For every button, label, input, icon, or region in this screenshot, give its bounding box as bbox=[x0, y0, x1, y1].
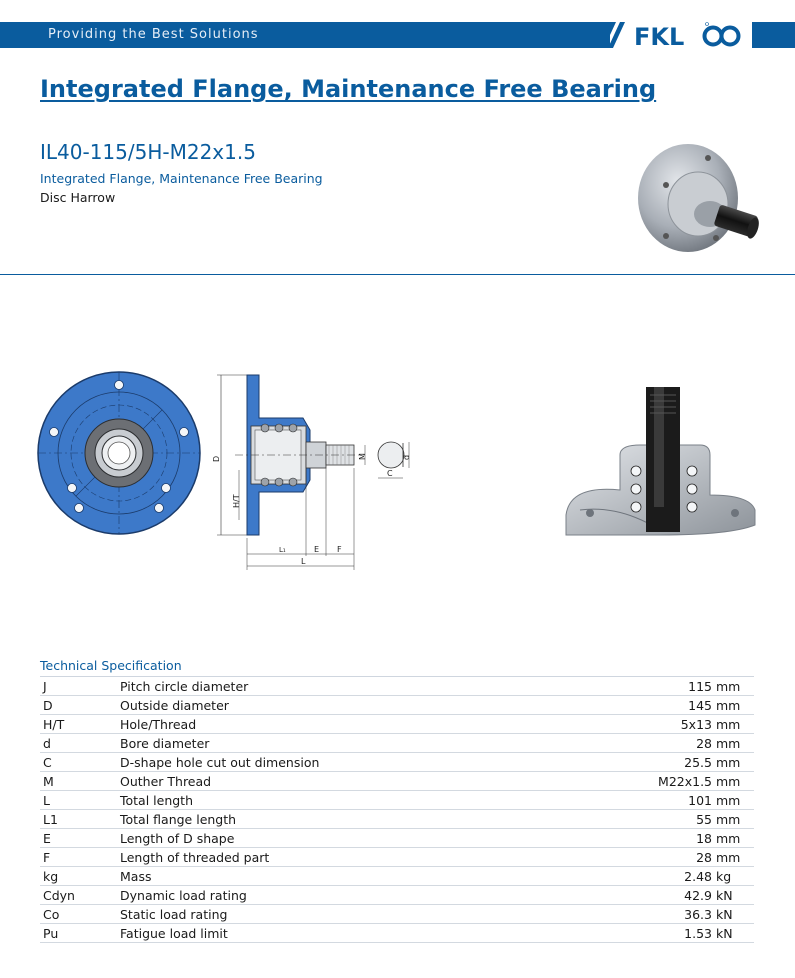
spec-unit: kN bbox=[716, 924, 754, 943]
table-row bbox=[40, 848, 754, 867]
application-text: Disc Harrow bbox=[40, 190, 116, 205]
spec-value: 28 bbox=[570, 848, 716, 867]
spec-unit: mm bbox=[716, 734, 754, 753]
table-row bbox=[40, 886, 754, 905]
spec-description: Hole/Thread bbox=[120, 715, 570, 734]
front-view-drawing bbox=[36, 370, 202, 536]
spec-symbol: M bbox=[40, 772, 120, 791]
table-row bbox=[40, 867, 754, 886]
spec-symbol: L1 bbox=[40, 810, 120, 829]
spec-symbol: kg bbox=[40, 867, 120, 886]
label-m: M bbox=[358, 453, 367, 460]
table-row bbox=[40, 696, 754, 715]
spec-value: M22x1.5 bbox=[570, 772, 716, 791]
spec-description: Fatigue load limit bbox=[120, 924, 570, 943]
spec-symbol: Co bbox=[40, 905, 120, 924]
spec-symbol: D bbox=[40, 696, 120, 715]
table-row bbox=[40, 829, 754, 848]
spec-unit: mm bbox=[716, 715, 754, 734]
spec-value: 145 bbox=[570, 696, 716, 715]
label-ht: H/T bbox=[232, 494, 241, 508]
product-subtitle: Integrated Flange, Maintenance Free Bearing bbox=[40, 171, 323, 186]
spec-value: 101 bbox=[570, 791, 716, 810]
spec-description: Total flange length bbox=[120, 810, 570, 829]
table-row bbox=[40, 810, 754, 829]
spec-description: Mass bbox=[120, 867, 570, 886]
spec-unit: mm bbox=[716, 677, 754, 696]
spec-value: 2.48 bbox=[570, 867, 716, 886]
section-divider bbox=[0, 274, 795, 275]
spec-unit: mm bbox=[716, 753, 754, 772]
part-number: IL40-115/5H-M22x1.5 bbox=[40, 140, 256, 164]
spec-table bbox=[40, 676, 754, 943]
spec-description: Pitch circle diameter bbox=[120, 677, 570, 696]
table-row bbox=[40, 753, 754, 772]
spec-description: Length of threaded part bbox=[120, 848, 570, 867]
spec-unit: mm bbox=[716, 772, 754, 791]
spec-description: Static load rating bbox=[120, 905, 570, 924]
logo-rings-icon bbox=[705, 28, 739, 45]
spec-symbol: J bbox=[40, 677, 120, 696]
bearing-photo bbox=[636, 140, 762, 258]
label-c: C bbox=[387, 469, 393, 478]
table-row bbox=[40, 772, 754, 791]
fkl-logo[interactable] bbox=[596, 18, 756, 52]
spec-symbol: C bbox=[40, 753, 120, 772]
spec-value: 115 bbox=[570, 677, 716, 696]
label-d-bore: d bbox=[402, 454, 411, 460]
spec-symbol: Cdyn bbox=[40, 886, 120, 905]
spec-description: Outher Thread bbox=[120, 772, 570, 791]
spec-symbol: F bbox=[40, 848, 120, 867]
spec-title: Technical Specification bbox=[40, 658, 182, 673]
spec-unit: kN bbox=[716, 886, 754, 905]
header-band-tail bbox=[752, 22, 795, 48]
spec-value: 5x13 bbox=[570, 715, 716, 734]
spec-unit: kg bbox=[716, 867, 754, 886]
spec-value: 1.53 bbox=[570, 924, 716, 943]
spec-unit: mm bbox=[716, 829, 754, 848]
spec-value: 25.5 bbox=[570, 753, 716, 772]
spec-value: 55 bbox=[570, 810, 716, 829]
label-l: L bbox=[301, 557, 306, 566]
label-e: E bbox=[314, 545, 320, 554]
spec-unit: kN bbox=[716, 905, 754, 924]
spec-symbol: d bbox=[40, 734, 120, 753]
spec-unit: mm bbox=[716, 848, 754, 867]
cutaway-render bbox=[560, 385, 758, 550]
spec-unit: mm bbox=[716, 791, 754, 810]
spec-symbol: L bbox=[40, 791, 120, 810]
header-band-blue bbox=[0, 22, 610, 48]
spec-description: Outside diameter bbox=[120, 696, 570, 715]
spec-description: Length of D shape bbox=[120, 829, 570, 848]
spec-symbol: H/T bbox=[40, 715, 120, 734]
spec-symbol: Pu bbox=[40, 924, 120, 943]
spec-description: Total length bbox=[120, 791, 570, 810]
label-d-outer: D bbox=[212, 455, 221, 462]
header-band bbox=[0, 22, 795, 51]
table-row bbox=[40, 715, 754, 734]
section-view-drawing bbox=[212, 370, 420, 570]
table-row bbox=[40, 734, 754, 753]
spec-description: Dynamic load rating bbox=[120, 886, 570, 905]
spec-value: 36.3 bbox=[570, 905, 716, 924]
spec-value: 42.9 bbox=[570, 886, 716, 905]
logo-text: FKL bbox=[634, 23, 685, 51]
table-row bbox=[40, 924, 754, 943]
table-row bbox=[40, 791, 754, 810]
spec-description: D-shape hole cut out dimension bbox=[120, 753, 570, 772]
table-row bbox=[40, 905, 754, 924]
label-l1: L₁ bbox=[279, 546, 286, 554]
spec-symbol: E bbox=[40, 829, 120, 848]
spec-value: 18 bbox=[570, 829, 716, 848]
spec-description: Bore diameter bbox=[120, 734, 570, 753]
spec-unit: mm bbox=[716, 810, 754, 829]
page-title: Integrated Flange, Maintenance Free Bearing bbox=[40, 75, 657, 103]
spec-unit: mm bbox=[716, 696, 754, 715]
label-f: F bbox=[337, 545, 342, 554]
table-row bbox=[40, 677, 754, 696]
tagline: Providing the Best Solutions bbox=[48, 27, 259, 42]
spec-value: 28 bbox=[570, 734, 716, 753]
